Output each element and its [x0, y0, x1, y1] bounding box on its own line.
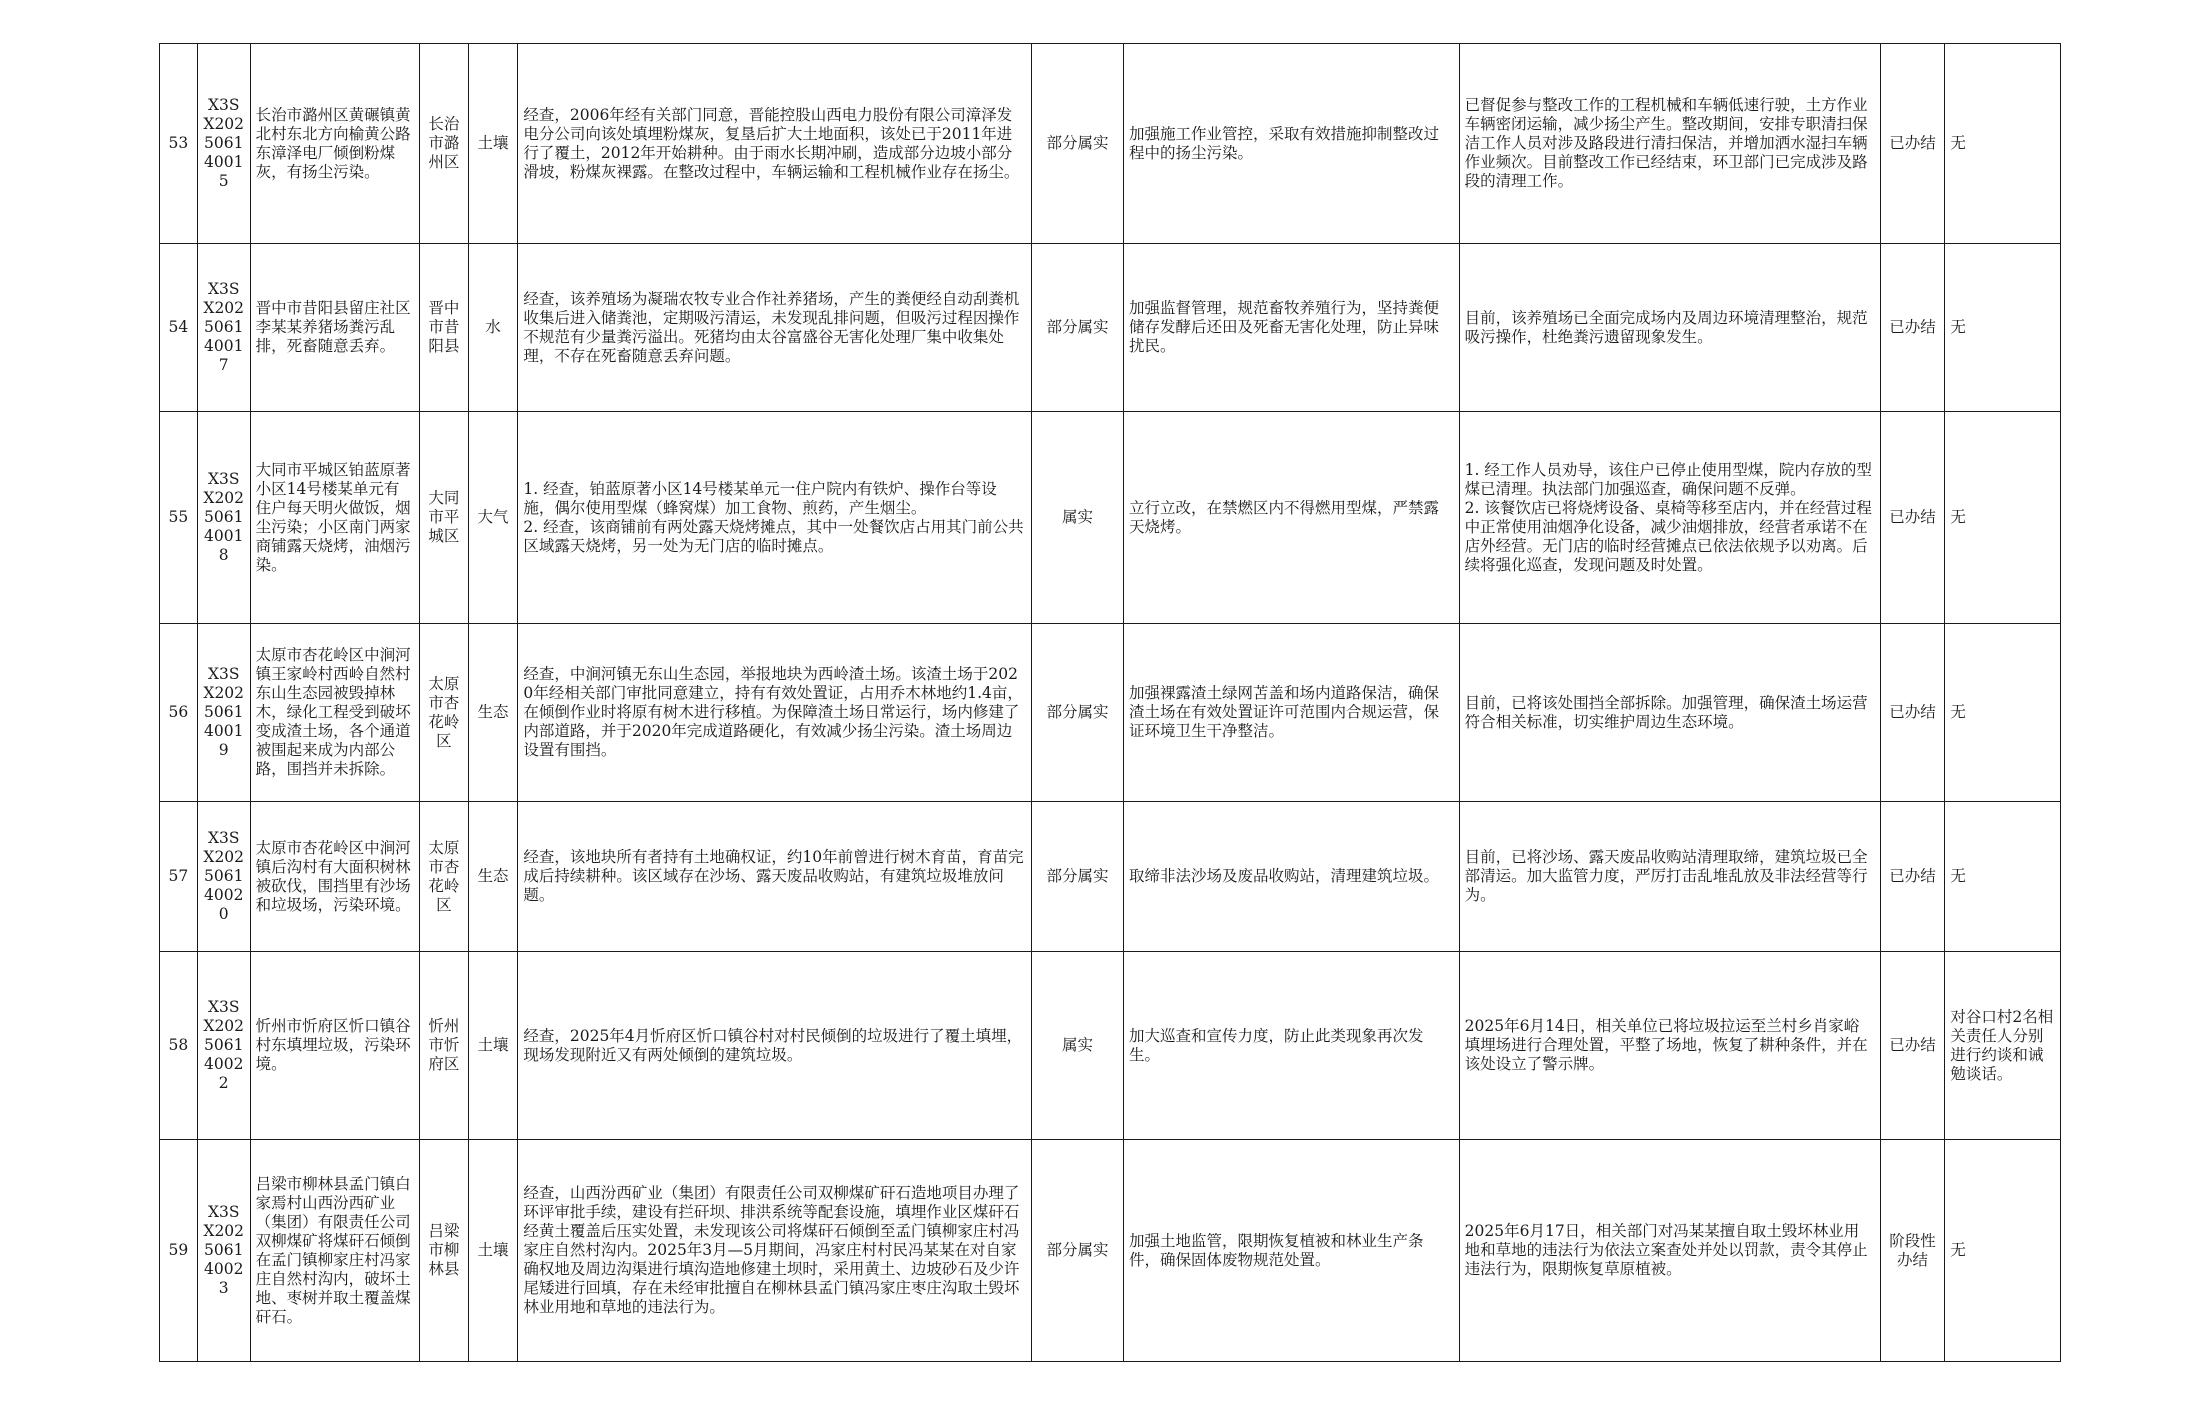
- rectification-progress: 1. 经工作人员劝导，该住户已停止使用型煤，院内存放的型煤已清理。执法部门加强巡查，确保问题不反弹。 2. 该餐饮店已将烧烤设备、桌椅等移至店内，并在经营过程中正常使用油烟净化设备，减少油烟排放，经营者承诺不在店外经营。无门店的临时经营摊点已依法依规予以劝离。后续将强化巡查，发现问题及时处置。: [1459, 412, 1880, 624]
- administrative-area: 忻州市忻府区: [420, 952, 469, 1140]
- accountability: 无: [1945, 244, 2061, 412]
- pollution-type: 水: [468, 244, 518, 412]
- investigation-findings: 经查，2025年4月忻府区忻口镇谷村对村民倾倒的垃圾进行了覆土填埋，现场发现附近又有两处倾倒的建筑垃圾。: [518, 952, 1032, 1140]
- handling-status: 已办结: [1880, 952, 1945, 1140]
- rectification-progress: 目前，已将沙场、露天废品收购站清理取缔，建筑垃圾已全部清运。加大监管力度，严厉打击乱堆乱放及非法经营等行为。: [1459, 802, 1880, 952]
- handling-status: 阶段性办结: [1880, 1140, 1945, 1362]
- row-number: 54: [160, 244, 198, 412]
- verification-result: 部分属实: [1032, 244, 1124, 412]
- pollution-type: 土壤: [468, 952, 518, 1140]
- accountability: 无: [1945, 802, 2061, 952]
- issue-description: 吕梁市柳林县孟门镇白家焉村山西汾西矿业（集团）有限责任公司双柳煤矿将煤矸石倾倒在孟门镇柳家庄村冯家庄自然村沟内，破坏土地、枣树并取土覆盖煤矸石。: [250, 1140, 419, 1362]
- issue-description: 大同市平城区铂蓝原著小区14号楼某单元有住户每天明火做饭，烟尘污染；小区南门两家商铺露天烧烤，油烟污染。: [250, 412, 419, 624]
- case-code: X3SX202506140018: [197, 412, 250, 624]
- issue-description: 忻州市忻府区忻口镇谷村东填埋垃圾，污染环境。: [250, 952, 419, 1140]
- issue-description: 太原市杏花岭区中涧河镇后沟村有大面积树林被砍伐，围挡里有沙场和垃圾场，污染环境。: [250, 802, 419, 952]
- table-row: [160, 1140, 2061, 1362]
- case-code: X3SX202506140020: [197, 802, 250, 952]
- table-row: [160, 802, 2061, 952]
- investigation-findings: 经查，该地块所有者持有土地确权证，约10年前曾进行树木育苗，育苗完成后持续耕种。该区域存在沙场、露天废品收购站，有建筑垃圾堆放问题。: [518, 802, 1032, 952]
- verification-result: 部分属实: [1032, 624, 1124, 802]
- handling-status: 已办结: [1880, 244, 1945, 412]
- administrative-area: 太原市杏花岭区: [420, 802, 469, 952]
- rectification-progress: 2025年6月17日，相关部门对冯某某擅自取土毁坏林业用地和草地的违法行为依法立案查处并处以罚款，责令其停止违法行为，限期恢复草原植被。: [1459, 1140, 1880, 1362]
- pollution-type: 土壤: [468, 1140, 518, 1362]
- investigation-findings: 经查，2006年经有关部门同意，晋能控股山西电力股份有限公司漳泽发电分公司向该处填埋粉煤灰，复垦后扩大土地面积，该处已于2011年进行了覆土，2012年开始耕种。由于雨水长期冲刷，造成部分边坡小部分滑坡，粉煤灰裸露。在整改过程中，车辆运输和工程机械作业存在扬尘。: [518, 44, 1032, 244]
- rectification-progress: 已督促参与整改工作的工程机械和车辆低速行驶，土方作业车辆密闭运输，减少扬尘产生。整改期间，安排专职清扫保洁工作人员对涉及路段进行清扫保洁，并增加洒水湿扫车辆作业频次。目前整改工作已经结束，环卫部门已完成涉及路段的清理工作。: [1459, 44, 1880, 244]
- verification-result: 属实: [1032, 412, 1124, 624]
- row-number: 58: [160, 952, 198, 1140]
- issue-description: 晋中市昔阳县留庄社区李某某养猪场粪污乱排，死畜随意丢弃。: [250, 244, 419, 412]
- verification-result: 部分属实: [1032, 44, 1124, 244]
- pollution-type: 生态: [468, 624, 518, 802]
- handling-status: 已办结: [1880, 802, 1945, 952]
- investigation-findings: 经查，该养殖场为凝瑞农牧专业合作社养猪场，产生的粪便经自动刮粪机收集后进入储粪池，定期吸污清运，未发现乱排问题，但吸污过程因操作不规范有少量粪污溢出。死猪均由太谷富盛谷无害化处理厂集中收集处理，不存在死畜随意丢弃问题。: [518, 244, 1032, 412]
- accountability: 无: [1945, 1140, 2061, 1362]
- administrative-area: 太原市杏花岭区: [420, 624, 469, 802]
- table-row: [160, 624, 2061, 802]
- issue-description: 长治市潞州区黄碾镇黄北村东北方向榆黄公路东漳泽电厂倾倒粉煤灰，有扬尘污染。: [250, 44, 419, 244]
- table-row: [160, 952, 2061, 1140]
- rectification-plan: 加强土地监管，限期恢复植被和林业生产条件，确保固体废物规范处置。: [1123, 1140, 1459, 1362]
- case-code: X3SX202506140023: [197, 1140, 250, 1362]
- rectification-plan: 加强裸露渣土绿网苫盖和场内道路保洁，确保渣土场在有效处置证许可范围内合规运营，保证环境卫生干净整洁。: [1123, 624, 1459, 802]
- pollution-type: 土壤: [468, 44, 518, 244]
- administrative-area: 晋中市昔阳县: [420, 244, 469, 412]
- rectification-progress: 2025年6月14日，相关单位已将垃圾拉运至兰村乡肖家峪填埋场进行合理处置，平整了场地，恢复了耕种条件，并在该处设立了警示牌。: [1459, 952, 1880, 1140]
- table-row: [160, 44, 2061, 244]
- verification-result: 部分属实: [1032, 802, 1124, 952]
- rectification-plan: 加强监督管理，规范畜牧养殖行为，坚持粪便储存发酵后还田及死畜无害化处理，防止异味扰民。: [1123, 244, 1459, 412]
- row-number: 57: [160, 802, 198, 952]
- rectification-progress: 目前，已将该处围挡全部拆除。加强管理，确保渣土场运营符合相关标准，切实维护周边生态环境。: [1459, 624, 1880, 802]
- administrative-area: 大同市平城区: [420, 412, 469, 624]
- rectification-plan: 取缔非法沙场及废品收购站，清理建筑垃圾。: [1123, 802, 1459, 952]
- accountability: 无: [1945, 412, 2061, 624]
- rectification-plan: 加大巡查和宣传力度，防止此类现象再次发生。: [1123, 952, 1459, 1140]
- accountability: 对谷口村2名相关责任人分别进行约谈和诫勉谈话。: [1945, 952, 2061, 1140]
- case-code: X3SX202506140019: [197, 624, 250, 802]
- investigation-findings: 1. 经查，铂蓝原著小区14号楼某单元一住户院内有铁炉、操作台等设施，偶尔使用型煤（蜂窝煤）加工食物、煎药，产生烟尘。 2. 经查，该商铺前有两处露天烧烤摊点，其中一处餐饮店占用其门前公共区域露天烧烤，另一处为无门店的临时摊点。: [518, 412, 1032, 624]
- row-number: 56: [160, 624, 198, 802]
- row-number: 53: [160, 44, 198, 244]
- investigation-findings: 经查，山西汾西矿业（集团）有限责任公司双柳煤矿矸石造地项目办理了环评审批手续，建设有拦矸坝、排洪系统等配套设施，填埋作业区煤矸石经黄土覆盖后压实处置，未发现该公司将煤矸石倾倒至孟门镇柳家庄村冯家庄自然村沟内。2025年3月—5月期间，冯家庄村村民冯某某在对自家确权地及周边沟渠进行填沟造地修建土坝时，采用黄土、边坡砂石及少许尾矮进行回填，存在未经审批擅自在柳林县孟门镇冯家庄枣庄沟取土毁坏林业用地和草地的违法行为。: [518, 1140, 1032, 1362]
- accountability: 无: [1945, 44, 2061, 244]
- issue-description: 太原市杏花岭区中涧河镇王家岭村西岭自然村东山生态园被毁掉林木，绿化工程受到破坏变成渣土场，各个通道被围起来成为内部公路，围挡并未拆除。: [250, 624, 419, 802]
- row-number: 55: [160, 412, 198, 624]
- table-row: [160, 244, 2061, 412]
- accountability: 无: [1945, 624, 2061, 802]
- case-code: X3SX202506140017: [197, 244, 250, 412]
- handling-status: 已办结: [1880, 412, 1945, 624]
- table-row: [160, 412, 2061, 624]
- rectification-plan: 立行立改，在禁燃区内不得燃用型煤，严禁露天烧烤。: [1123, 412, 1459, 624]
- administrative-area: 吕梁市柳林县: [420, 1140, 469, 1362]
- rectification-progress: 目前，该养殖场已全面完成场内及周边环境清理整治，规范吸污操作，杜绝粪污遗留现象发生。: [1459, 244, 1880, 412]
- row-number: 59: [160, 1140, 198, 1362]
- pollution-type: 大气: [468, 412, 518, 624]
- verification-result: 属实: [1032, 952, 1124, 1140]
- administrative-area: 长治市潞州区: [420, 44, 469, 244]
- rectification-plan: 加强施工作业管控，采取有效措施抑制整改过程中的扬尘污染。: [1123, 44, 1459, 244]
- case-code: X3SX202506140015: [197, 44, 250, 244]
- handling-status: 已办结: [1880, 624, 1945, 802]
- investigation-findings: 经查，中涧河镇无东山生态园，举报地块为西岭渣土场。该渣土场于2020年经相关部门审批同意建立，持有有效处置证，占用乔木林地约1.4亩，在倾倒作业时将原有树木进行移植。为保障渣土场日常运行，场内修建了内部道路，并于2020年完成道路硬化，有效减少扬尘污染。渣土场周边设置有围挡。: [518, 624, 1032, 802]
- case-code: X3SX202506140022: [197, 952, 250, 1140]
- handling-status: 已办结: [1880, 44, 1945, 244]
- complaint-table: [159, 43, 2061, 1362]
- verification-result: 部分属实: [1032, 1140, 1124, 1362]
- pollution-type: 生态: [468, 802, 518, 952]
